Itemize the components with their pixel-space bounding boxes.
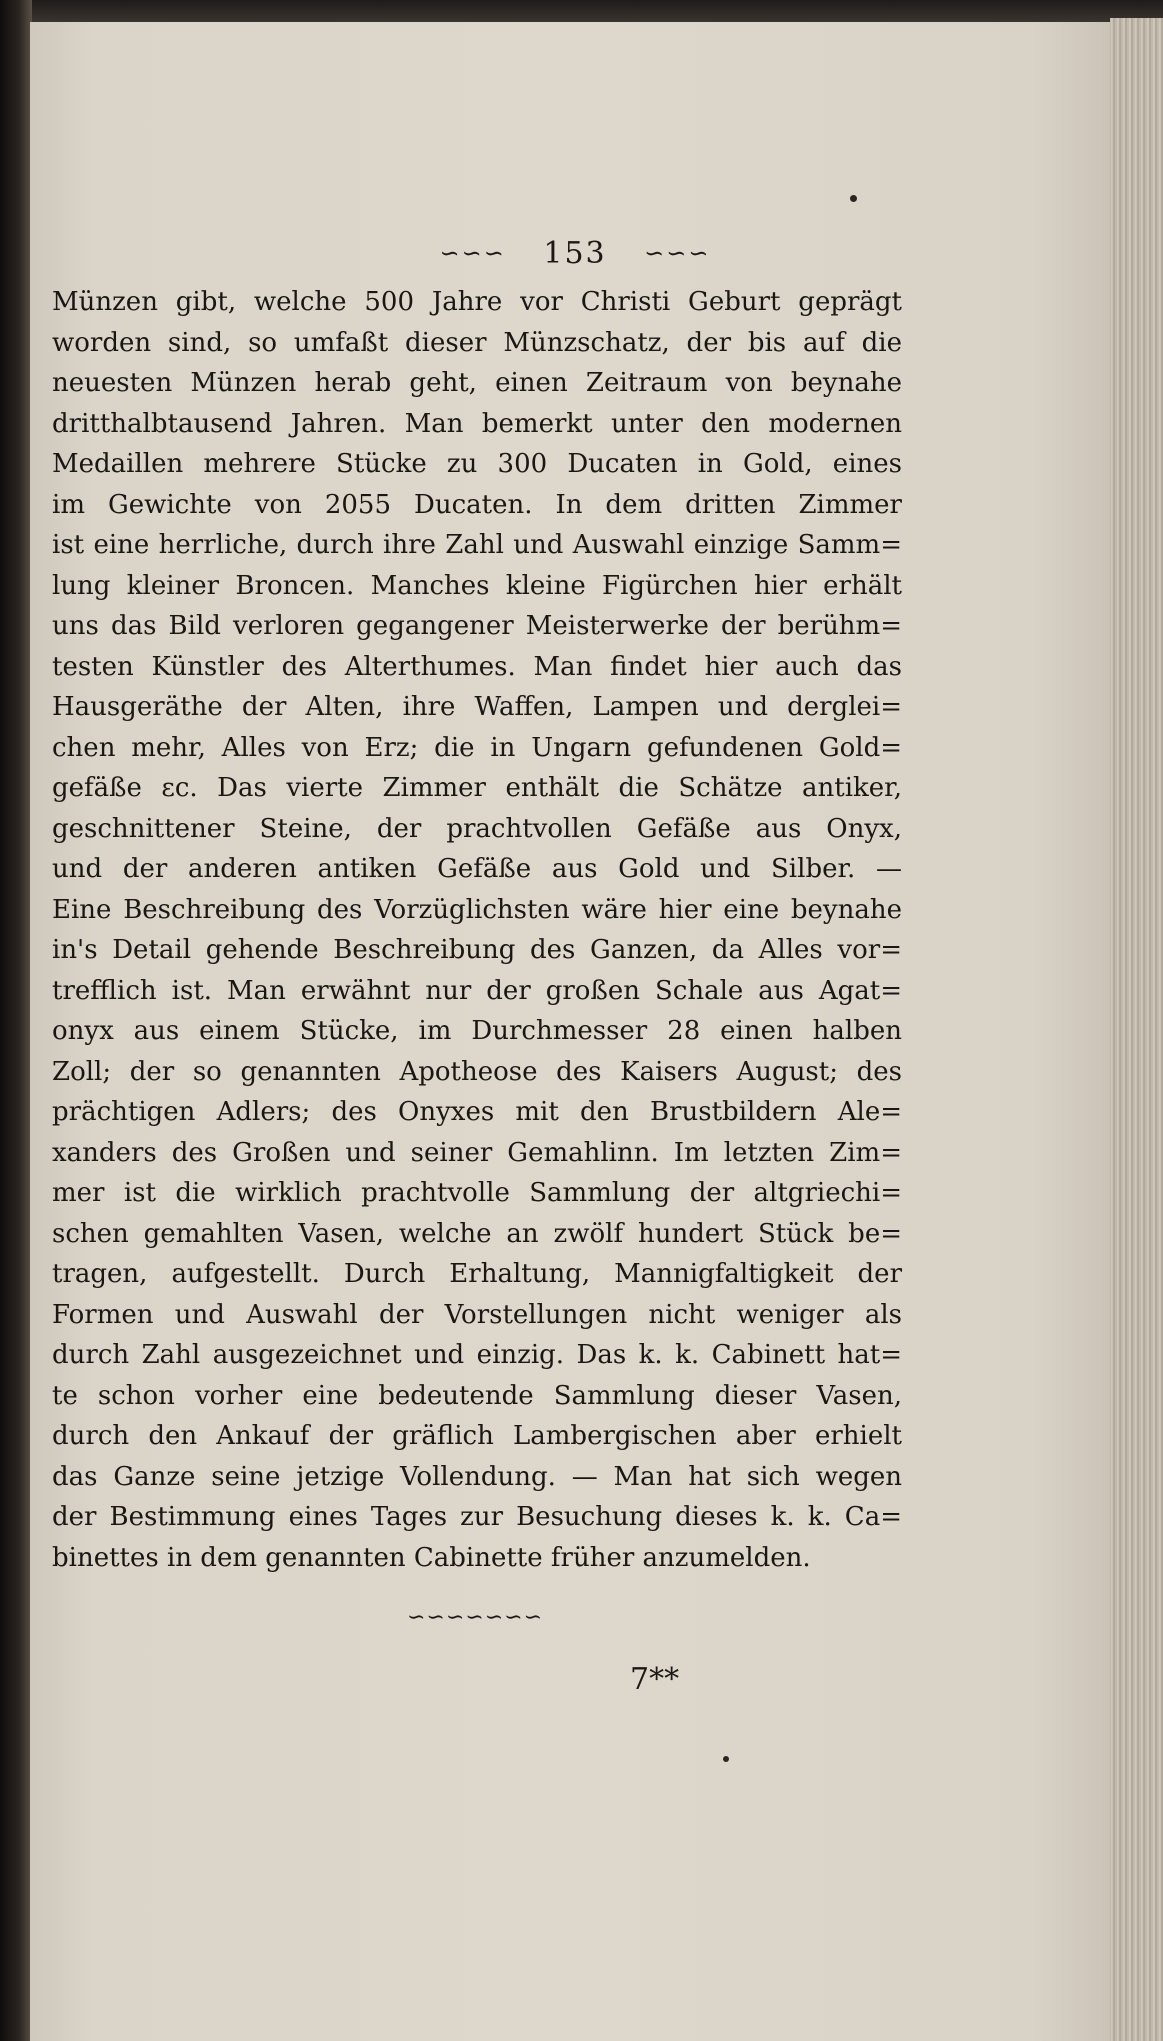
- text-line: tragen, aufgestellt. Durch Erhaltung, Mannigfaltigkeit der: [52, 1259, 902, 1289]
- book-spine-shadow: [0, 0, 32, 2041]
- text-line: binettes in dem genannten Cabinette früher anzumelden.: [52, 1542, 811, 1573]
- end-ornament-rule: ∽∽∽∽∽∽∽: [406, 1605, 544, 1630]
- page-number: 153: [543, 235, 607, 271]
- text-line: ist eine herrliche, durch ihre Zahl und Auswahl einzige Samm=: [52, 530, 902, 560]
- text-line: Eine Beschreibung des Vorzüglichsten wäre hier eine beynahe: [52, 894, 902, 925]
- text-line: worden sind, so umfaßt dieser Münzschatz, der bis auf die: [52, 327, 902, 358]
- text-line: te schon vorher eine bedeutende Sammlung dieser Vasen,: [52, 1380, 902, 1411]
- text-line: dritthalbtausend Jahren. Man bemerkt unter den modernen: [52, 408, 902, 439]
- book-top-edge: [0, 0, 1163, 22]
- text-line: und der anderen antiken Gefäße aus Gold und Silber. —: [52, 854, 902, 884]
- book-page: [30, 22, 1120, 2041]
- text-line: Hausgeräthe der Alten, ihre Waffen, Lampen und derglei=: [52, 692, 902, 722]
- text-line: onyx aus einem Stücke, im Durchmesser 28 einen halben: [52, 1016, 902, 1046]
- text-line: testen Künstler des Alterthumes. Man findet hier auch das: [52, 651, 902, 682]
- signature-mark: 7**: [630, 1662, 680, 1697]
- book-fore-edge: [1110, 18, 1163, 2041]
- text-line: chen mehr, Alles von Erz; die in Ungarn gefundenen Gold=: [52, 732, 902, 763]
- text-line: durch Zahl ausgezeichnet und einzig. Das k. k. Cabinett hat=: [52, 1340, 902, 1370]
- text-line: mer ist die wirklich prachtvolle Sammlung der altgriechi=: [52, 1178, 902, 1208]
- header-ornament-right: ∽∽∽: [644, 239, 711, 267]
- text-line: xanders des Großen und seiner Gemahlinn. Im letzten Zim=: [52, 1137, 902, 1168]
- running-header: [30, 234, 1120, 271]
- text-line: gefäße ɛc. Das vierte Zimmer enthält die Schätze antiker,: [52, 773, 902, 803]
- text-line: Münzen gibt, welche 500 Jahre vor Christi Geburt geprägt: [52, 287, 902, 317]
- specks: [723, 1756, 729, 1762]
- text-line: schen gemahlten Vasen, welche an zwölf hundert Stück be=: [52, 1218, 902, 1249]
- text-line: Zoll; der so genannten Apotheose des Kaisers August; des: [52, 1056, 902, 1087]
- text-line: der Bestimmung eines Tages zur Besuchung dieses k. k. Ca=: [52, 1502, 902, 1532]
- header-ornament-left: ∽∽∽: [439, 239, 506, 267]
- text-line: das Ganze seine jetzige Vollendung. — Man hat sich wegen: [52, 1461, 902, 1492]
- text-line: geschnittener Steine, der prachtvollen Gefäße aus Onyx,: [52, 813, 902, 844]
- text-line: in's Detail gehende Beschreibung des Ganzen, da Alles vor=: [52, 935, 902, 965]
- text-line: prächtigen Adlers; des Onyxes mit den Brustbildern Ale=: [52, 1097, 902, 1127]
- specks: [850, 195, 857, 202]
- text-line: Formen und Auswahl der Vorstellungen nicht weniger als: [52, 1299, 902, 1330]
- body-paragraph: [52, 282, 902, 1578]
- text-line: im Gewichte von 2055 Ducaten. In dem dritten Zimmer: [52, 489, 902, 520]
- text-line: lung kleiner Broncen. Manches kleine Figürchen hier erhält: [52, 570, 902, 601]
- text-line: Medaillen mehrere Stücke zu 300 Ducaten in Gold, eines: [52, 449, 902, 479]
- text-line: durch den Ankauf der gräflich Lambergischen aber erhielt: [52, 1421, 902, 1451]
- text-line: trefflich ist. Man erwähnt nur der großen Schale aus Agat=: [52, 975, 902, 1006]
- text-line: uns das Bild verloren gegangener Meisterwerke der berühm=: [52, 611, 902, 641]
- text-line: neuesten Münzen herab geht, einen Zeitraum von beynahe: [52, 368, 902, 398]
